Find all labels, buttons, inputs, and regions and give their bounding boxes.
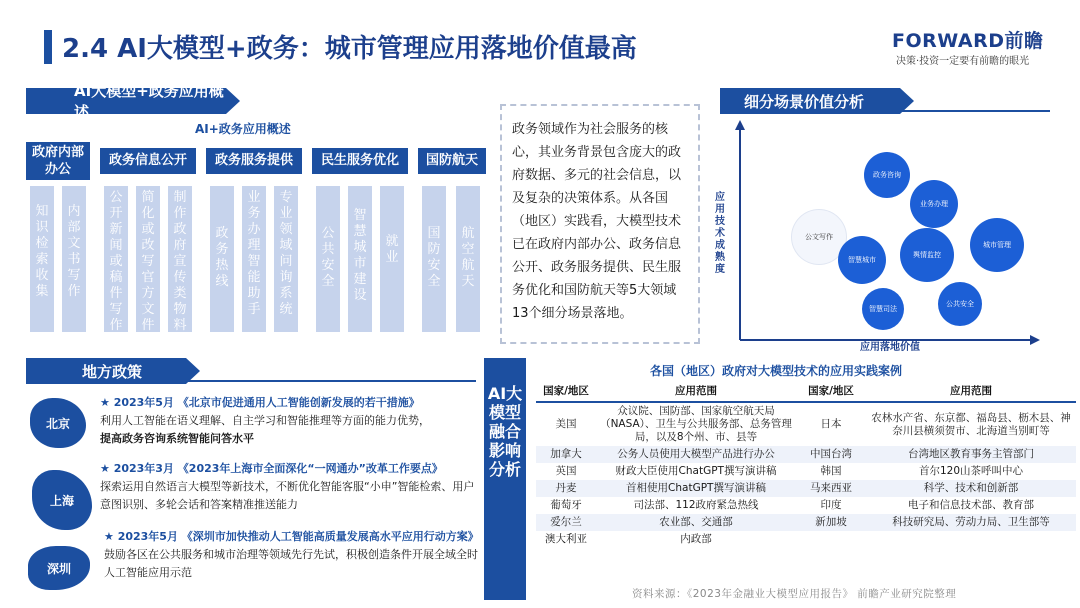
- bubble-business-handling: 业务办理: [910, 180, 958, 228]
- table-cell: 农业部、交通部: [596, 514, 796, 531]
- beijing-map-icon: 北京: [30, 398, 86, 448]
- scenario-block: 公共安全: [316, 186, 340, 332]
- table-cell: 首相使用ChatGPT撰写演讲稿: [596, 480, 796, 497]
- category-livelihood: 民生服务优化: [312, 148, 408, 174]
- table-cell: 丹麦: [536, 480, 596, 497]
- header-arrow: [900, 88, 914, 114]
- category-gov-service: 政务服务提供: [206, 148, 302, 174]
- policy-header: [26, 358, 186, 384]
- table-cell: 新加坡: [796, 514, 866, 531]
- policy-body: 鼓励各区在公共服务和城市治理等领域先行先试，积极创造条件开展全域全时人工智能应用示范: [104, 548, 478, 579]
- bubble-public-safety: 公共安全: [938, 282, 982, 326]
- table-cell: 公务人员使用大模型产品进行办公: [596, 446, 796, 463]
- column-header: 国家/地区: [796, 380, 866, 402]
- policy-highlight: 提高政务咨询系统智能问答水平: [100, 432, 254, 445]
- table-cell: 葡萄牙: [550, 499, 582, 511]
- scenario-block: 政务热线: [210, 186, 234, 332]
- policy-item-shanghai: [100, 460, 480, 514]
- table-header-row: [536, 380, 1076, 402]
- policy-header-label: 地方政策: [82, 362, 143, 381]
- overview-header: [26, 82, 226, 121]
- scenario-block: 内部文书写作: [62, 186, 86, 332]
- scenario-block: 航空航天: [456, 186, 480, 332]
- table-cell: 农林水产省、东京都、福岛县、枥木县、神奈川县横须贺市、北海道当别町等: [871, 411, 1071, 437]
- header-arrow: [226, 88, 240, 114]
- scenario-block: 智慧城市建设: [348, 186, 372, 332]
- table-row: [536, 402, 1076, 446]
- matrix-header-label: 细分场景价值分析: [744, 92, 865, 111]
- table-cell: 日本: [820, 418, 842, 430]
- column-header: 国家/地区: [536, 380, 596, 402]
- scenario-block: 简化或改写官方文件: [136, 186, 160, 332]
- category-gov-office: 政府内部办公: [26, 142, 90, 180]
- brand-slogan: 决策·投资一定要有前瞻的眼光: [896, 56, 1030, 67]
- impact-table-title: 各国（地区）政府对大模型技术的应用实践案例: [650, 364, 903, 378]
- table-row: [536, 514, 1076, 531]
- table-row: [536, 446, 1076, 463]
- shanghai-map-icon: 上海: [32, 470, 92, 530]
- matrix-y-label: 应用技术成熟度: [715, 192, 725, 275]
- matrix-header: [720, 88, 900, 114]
- table-cell: 爱尔兰: [536, 514, 596, 531]
- policy-body: 探索运用自然语言大模型等新技术，不断优化智能客服“小申”智能检索、用户意图识别、多轮会话和答案精准推送能力: [100, 480, 475, 511]
- matrix-x-label: 应用落地价值: [860, 342, 920, 353]
- table-cell: 科学、技术和创新部: [866, 480, 1076, 497]
- table-cell: 众议院、国防部、国家航空航天局（NASA）、卫生与公共服务部、总务管理局，以及8个州、市、县等: [600, 405, 792, 443]
- table-cell: 澳大利亚: [545, 533, 587, 545]
- page-title: 2.4 AI大模型+政务：城市管理应用落地价值最高: [62, 34, 637, 64]
- bubble-smart-justice: 智慧司法: [862, 288, 904, 330]
- table-cell: [796, 531, 866, 548]
- table-cell: 司法部、112政府紧急热线: [633, 499, 759, 511]
- brand-logo: FORWARD前瞻: [892, 30, 1044, 52]
- policy-title: ★ 2023年3月 《2023年上海市全面深化“一网通办”改革工作要点》: [100, 462, 443, 475]
- scenario-block: 公开新闻或稿件写作: [104, 186, 128, 332]
- bubble-smart-city: 智慧城市: [838, 236, 886, 284]
- table-cell: [866, 531, 1076, 548]
- scenario-block: 制作政府宣传类物料: [168, 186, 192, 332]
- table-cell: 印度: [820, 499, 842, 511]
- bubble-gov-consult: 政务咨询: [864, 152, 910, 198]
- table-cell: 电子和信息技术部、教育部: [908, 499, 1034, 511]
- table-cell: 首尔120山茶呼叫中心: [918, 465, 1024, 477]
- table-row: [536, 531, 1076, 548]
- table-cell: 加拿大: [536, 446, 596, 463]
- policy-title: ★ 2023年5月 《北京市促进通用人工智能创新发展的若干措施》: [100, 396, 420, 409]
- impact-side-label: AI大模型融合影响分析: [484, 358, 526, 600]
- table-row: [536, 463, 1076, 480]
- table-row: [536, 480, 1076, 497]
- scenario-block: 知识检索收集: [30, 186, 54, 332]
- table-cell: 马来西亚: [796, 480, 866, 497]
- scenario-block: 就业: [380, 186, 404, 332]
- policy-item-shenzhen: [104, 528, 480, 582]
- header-arrow: [186, 358, 200, 384]
- table-row: [536, 497, 1076, 514]
- bubble-document-writing: 公文写作: [792, 210, 846, 264]
- impact-table: [536, 380, 1076, 548]
- scenario-block: 国防安全: [422, 186, 446, 332]
- table-cell: 科技研究局、劳动力局、卫生部等: [866, 514, 1076, 531]
- source-note: 资料来源：《2023年金融业大模型应用报告》 前瞻产业研究院整理: [632, 588, 957, 600]
- table-cell: 内政部: [680, 533, 712, 545]
- scenario-block: 专业领域问询系统: [274, 186, 298, 332]
- title-accent-bar: [44, 30, 52, 64]
- column-header: 应用范围: [866, 380, 1076, 402]
- bubble-opinion-monitor: 舆情监控: [900, 228, 954, 282]
- table-cell: 台湾地区教育事务主管部门: [866, 446, 1076, 463]
- overview-header-label: AI大模型+政务应用概述: [74, 82, 224, 121]
- scenario-block: 业务办理智能助手: [242, 186, 266, 332]
- policy-title: ★ 2023年5月 《深圳市加快推动人工智能高质量发展高水平应用行动方案》: [104, 530, 479, 543]
- policy-body: 利用人工智能在语义理解、自主学习和智能推理等方面的能力优势，: [100, 414, 430, 427]
- category-defense: 国防航天: [418, 148, 486, 174]
- category-info-disclosure: 政务信息公开: [100, 148, 196, 174]
- table-cell: 财政大臣使用ChatGPT撰写演讲稿: [615, 465, 777, 477]
- policy-item-beijing: [100, 394, 480, 448]
- overview-subtitle: AI+政务应用概述: [195, 122, 291, 136]
- table-cell: 韩国: [820, 465, 842, 477]
- table-cell: 美国: [555, 418, 577, 430]
- column-header: 应用范围: [596, 380, 796, 402]
- bubble-city-management: 城市管理: [970, 218, 1024, 272]
- table-cell: 英国: [555, 465, 577, 477]
- overview-description: 政务领域作为社会服务的核心，其业务背景包含庞大的政府数据、多元的社会信息，以及复杂的决策体系。从各国（地区）实践看，大模型技术已在政府内部办公、政务信息公开、政务服务提供、民生服务优化和国防航天等5大领域13个细分场景落地。: [500, 104, 700, 344]
- table-cell: 中国台湾: [796, 446, 866, 463]
- shenzhen-map-icon: 深圳: [28, 546, 90, 590]
